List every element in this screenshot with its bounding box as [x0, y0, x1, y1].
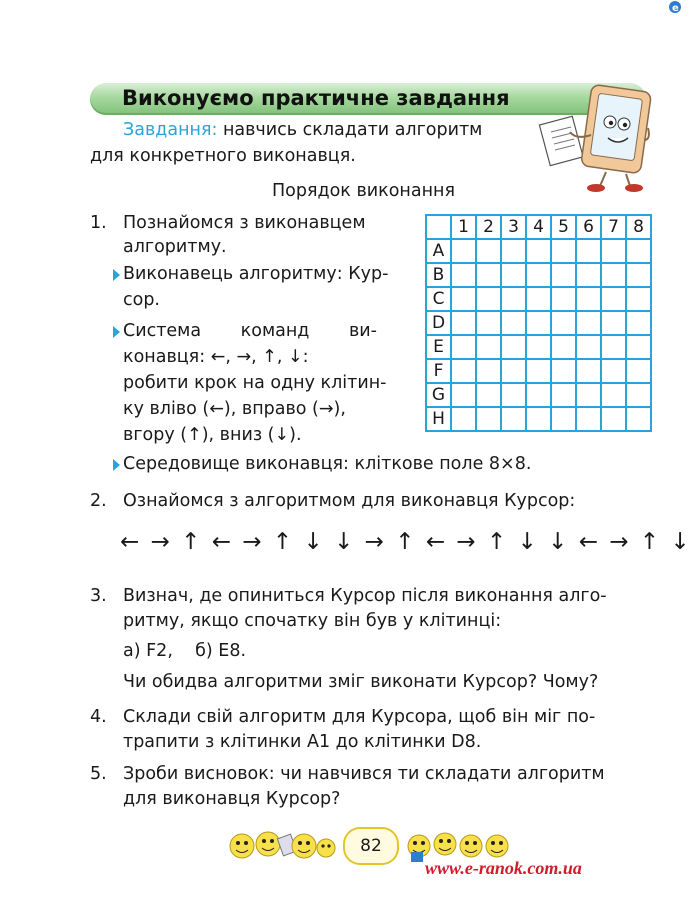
- bullet-2-line-4: ку вліво (←), вправо (→),: [123, 399, 346, 419]
- step-5-line-2: для виконавця Курсор?: [123, 789, 341, 809]
- bullet-1-line-1: Виконавець алгоритму: Кур-: [123, 264, 389, 284]
- publisher-logo: [668, 0, 690, 17]
- step-1-line-1: Познайомся з виконавцем: [123, 213, 366, 233]
- order-title: Порядок виконання: [272, 181, 455, 201]
- grid-row: [426, 287, 651, 311]
- grid-col-header: 3: [501, 215, 526, 239]
- bullet-2-line-1: Система команд ви-: [123, 321, 377, 341]
- grid-row-header: H: [426, 407, 451, 431]
- bullet-marker-icon: [113, 326, 120, 338]
- step-4-line-2: трапити з клітинки A1 до клітинки D8.: [123, 732, 482, 752]
- grid-col-header: 1: [451, 215, 476, 239]
- bullet-1-line-2: сор.: [123, 290, 160, 310]
- grid-row: [426, 407, 651, 431]
- grid-col-header: 6: [576, 215, 601, 239]
- footer-mascots-left: [228, 826, 338, 864]
- grid-row-header: C: [426, 287, 451, 311]
- task-line-2: для конкретного виконавця.: [90, 146, 356, 166]
- grid-col-header: 2: [476, 215, 501, 239]
- grid-col-header: 5: [551, 215, 576, 239]
- grid-col-header: 7: [601, 215, 626, 239]
- website-link[interactable]: www.e-ranok.com.ua: [425, 858, 582, 878]
- task-line-1: [123, 119, 482, 142]
- grid-row-header: A: [426, 239, 451, 263]
- grid-row: [426, 335, 651, 359]
- bullet-marker-icon: [113, 269, 120, 281]
- cursor-grid: [425, 214, 652, 432]
- step-2-number: 2.: [90, 491, 107, 511]
- page-number: 82: [343, 827, 399, 865]
- step-5-number: 5.: [90, 764, 107, 784]
- grid-row-header: E: [426, 335, 451, 359]
- grid-row-header: D: [426, 311, 451, 335]
- algorithm-arrows: ← → ↑ ← → ↑ ↓ ↓ → ↑ ← → ↑ ↓ ↓ ← → ↑ ↓: [120, 529, 692, 555]
- grid-row: [426, 311, 651, 335]
- bullet-marker-icon: [113, 459, 120, 471]
- paper-sheet-icon: [539, 116, 583, 165]
- grid-row: [426, 263, 651, 287]
- step-3-number: 3.: [90, 586, 107, 606]
- grid-header-row: [426, 215, 651, 239]
- grid-col-header: 4: [526, 215, 551, 239]
- step-1-line-2: алгоритму.: [123, 237, 227, 257]
- step-3-options: а) F2, б) E8.: [123, 641, 247, 661]
- step-4-number: 4.: [90, 707, 107, 727]
- bullet-3-text: Середовище виконавця: кліткове поле 8×8.: [123, 454, 532, 474]
- step-3-line-2: ритму, якщо спочатку він був у клітинці:: [123, 611, 502, 631]
- grid-col-header: 8: [626, 215, 651, 239]
- grid-row-header: G: [426, 383, 451, 407]
- grid-row: [426, 359, 651, 383]
- grid-row: [426, 239, 651, 263]
- task-label: Завдання:: [123, 120, 218, 140]
- grid-row-header: F: [426, 359, 451, 383]
- task-text: навчись складати алгоритм: [217, 120, 483, 140]
- svg-text:e: e: [672, 3, 679, 14]
- bullet-2-line-2: конавця: ←, →, ↑, ↓:: [123, 347, 309, 367]
- section-title: Виконуємо практичне завдання: [122, 86, 510, 110]
- grid-row-header: B: [426, 263, 451, 287]
- step-1-number: 1.: [90, 213, 107, 233]
- grid-row: [426, 383, 651, 407]
- tablet-mascot-illustration: [536, 80, 666, 195]
- bullet-2-line-3: робити крок на одну клітин-: [123, 373, 387, 393]
- bullet-2-line-5: вгору (↑), вниз (↓).: [123, 425, 302, 445]
- step-2-text: Ознайомся з алгоритмом для виконавця Курсор:: [123, 491, 576, 511]
- step-4-line-1: Склади свій алгоритм для Курсора, щоб він міг по-: [123, 707, 596, 727]
- step-3-line-1: Визнач, де опиниться Курсор після виконання алго-: [123, 586, 607, 606]
- emoji-mascot-icon: [230, 832, 335, 858]
- step-3-question: Чи обидва алгоритми зміг виконати Курсор? Чому?: [123, 672, 599, 692]
- step-5-line-1: Зроби висновок: чи навчився ти складати алгоритм: [123, 764, 605, 784]
- grid-corner-cell: [426, 215, 451, 239]
- publisher-logo-icon: [668, 0, 690, 14]
